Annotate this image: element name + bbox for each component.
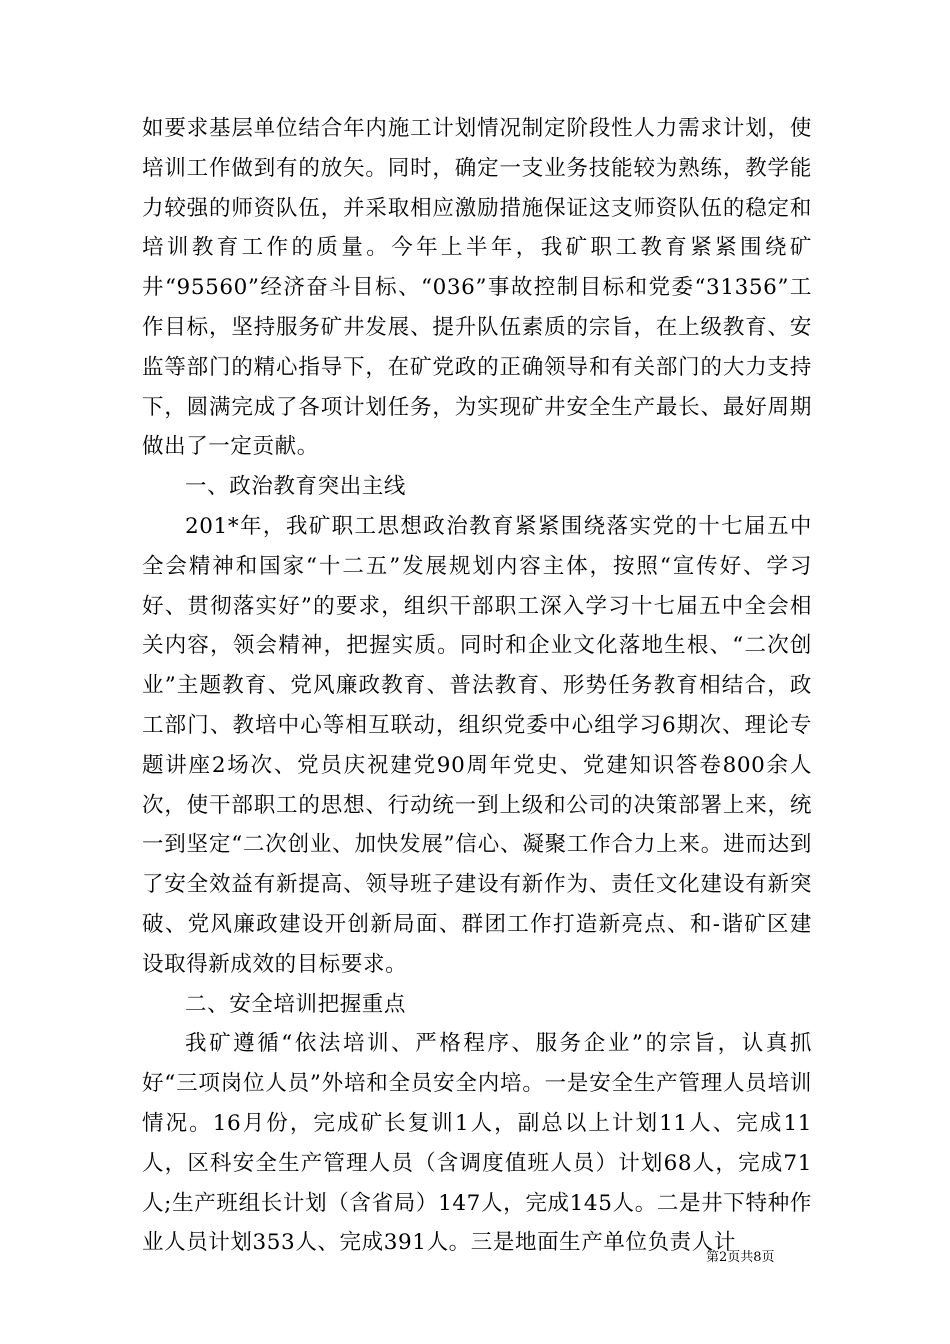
section-heading: 二、安全培训把握重点 <box>185 991 407 1017</box>
body-paragraph: 我矿遵循“依法培训、严格程序、服务企业”的宗旨，认真抓好“三项岗位人员”外培和全员安全内培。一是安全生产管理人员培训情况。16月份，完成矿长复训1人，副总以上计划11人、完成11人，区科安全生产管理人员（含调度值班人员）计划68人，完成71人;生产班组长计划（含省局）147人，完成145人。二是井下特种作业人员计划353人、完成391人。三是地面生产单位负责人计 <box>142 1031 812 1256</box>
body-paragraph: 201*年，我矿职工思想政治教育紧紧围绕落实党的十七届五中全会精神和国家“十二五”发展规划内容主体，按照“宣传好、学习好、贯彻落实好”的要求，组织干部职工深入学习十七届五中全会相关内容，领会精神，把握实质。同时和企业文化落地生根、“二次创业”主题教育、党风廉政教育、普法教育、形势任务教育相结合，政工部门、教培中心等相互联动，组织党委中心组学习6期次、理论专题讲座2场次、党员庆祝建党90周年党史、党建知识答卷800余人次，使干部职工的思想、行动统一到上级和公司的决策部署上来，统一到坚定“二次创业、加快发展”信心、凝聚工作合力上来。进而达到了安全效益有新提高、领导班子建设有新作为、责任文化建设有新突破、党风廉政建设开创新局面、群团工作打造新亮点、和-谐矿区建设取得新成效的目标要求。 <box>142 513 812 977</box>
page-number-footer: 第2页共8页 <box>706 1250 775 1265</box>
section-heading: 一、政治教育突出主线 <box>185 474 407 500</box>
body-paragraph: 如要求基层单位结合年内施工计划情况制定阶段性人力需求计划，使培训工作做到有的放矢。同时，确定一支业务技能较为熟练，教学能力较强的师资队伍，并采取相应激励措施保证这支师资队伍的稳定和培训教育工作的质量。今年上半年，我矿职工教育紧紧围绕矿井“95560”经济奋斗目标、“036”事故控制目标和党委“31356”工作目标，坚持服务矿井发展、提升队伍素质的宗旨，在上级教育、安监等部门的精心指导下，在矿党政的正确领导和有关部门的大力支持下，圆满完成了各项计划任务，为实现矿井安全生产最长、最好周期做出了一定贡献。 <box>142 116 812 460</box>
document-body <box>142 109 812 1263</box>
